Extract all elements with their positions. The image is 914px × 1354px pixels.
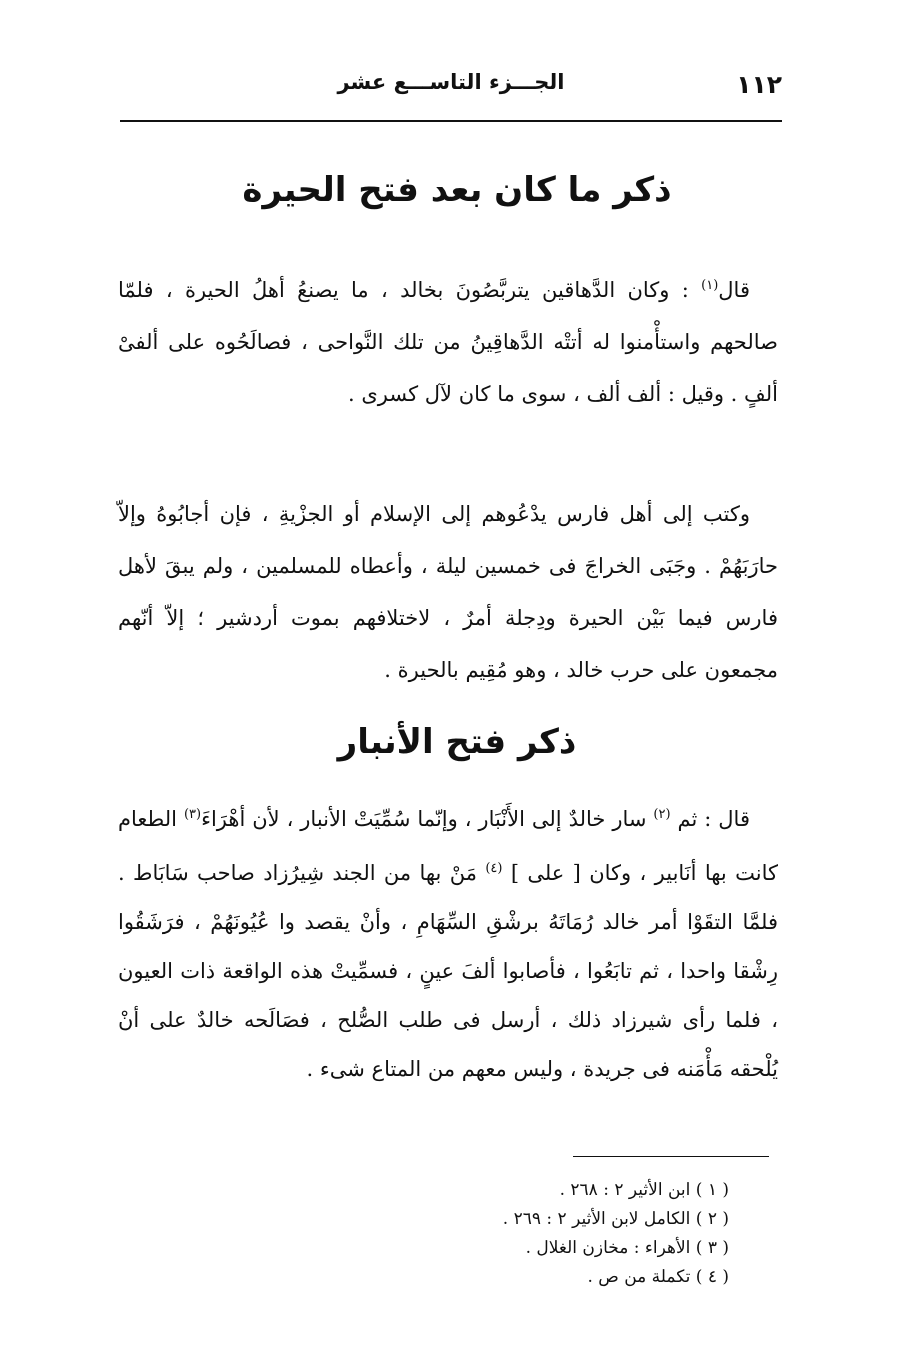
- footnote-2: ( ٢ ) الكامل لابن الأثير ٢ : ٢٦٩ .: [502, 1209, 729, 1229]
- footnote-rule: [573, 1156, 769, 1157]
- section-heading-after-hira: ذكر ما كان بعد فتح الحيرة: [242, 170, 672, 210]
- paragraph-2: وكتب إلى أهل فارس يدْعُوهم إلى الإسلام أو الجزْيةِ ، فإن أجابُوهُ وإلاّ حارَبَهُمْ . وجَبَى الخراجَ فى خمسين ليلة ، وأعطاه للمسلمين ، ولم يبقَ لأهل فارس فيما بَيْن الحيرة ودِجلة أمرٌ ، لاختلافهم بموت أردشير ؛ إلاّ أنّهم مجمعون على حرب خالد ، وهو مُقِيم بالحيرة .: [118, 502, 778, 682]
- running-title: الجـــزء التاســـع عشر: [337, 70, 565, 94]
- paragraph-3-part-1: قال : ثم: [670, 807, 750, 831]
- footnotes-list: [503, 1176, 729, 1292]
- footnote-ref-1[interactable]: (١): [701, 278, 719, 293]
- footnote-3: ( ٣ ) الأهراء : مخازن الغلال .: [525, 1238, 729, 1258]
- paragraph-1: [118, 260, 778, 420]
- footnote-4: ( ٤ ) تكملة من ص .: [587, 1267, 729, 1287]
- paragraph-3-part-4: مَنْ بها من الجند شِيرُزاد صاحب سَابَاط . فلمَّا التقَوْا أمر خالد رُمَاتَهُ برشْقِ السِّهَامِ ، وأنْ يقصد وا عُيُونَهُمْ ، فرَشَقُوا رِشْقا واحدا ، ثم تابَعُوا ، فأصابوا ألفَ عينٍ ، فسمِّيتْ هذه الواقعة ذات العيون ، فلما رأى شيرزاد ذلك ، أرسل فى طلب الصُّلح ، فصَالَحه خالدٌ على أنْ يُلْحقه مَأْمَنه فى جريدة ، وليس معهم من المتاع شىء .: [118, 861, 778, 1081]
- footnote-ref-3[interactable]: (٣): [183, 807, 202, 822]
- footnote-1: ( ١ ) ابن الأثير ٢ : ٢٦٨ .: [559, 1180, 729, 1200]
- section-heading-anbar: ذكر فتح الأنبار: [337, 722, 577, 762]
- paragraph-1-lead: قال: [718, 278, 750, 302]
- paragraph-3: [118, 790, 778, 1094]
- footnote-ref-2[interactable]: (٢): [653, 807, 671, 822]
- paragraph-1-text: : وكان الدَّهاقين يتربَّصُونَ بخالد ، ما يصنعُ أهلُ الحيرة ، فلمّا صالحهم واستأْمنوا له أتتْه الدَّهاقِينُ من تلك النَّواحى ، فصالَحُوه على ألفىْ ألفٍ . وقيل : ألف ألف ، سوى ما كان لآل كسرى .: [118, 278, 778, 406]
- running-header: [120, 66, 782, 106]
- paragraph-3-part-2: سار خالدٌ إلى الأَنْبَار ، وإنّما سُمِّيَتْ الأنبار ، لأن أهْرَاءَ: [201, 807, 654, 831]
- page-number: ١١٢: [736, 70, 782, 99]
- footnote-ref-4[interactable]: (٤): [485, 861, 503, 876]
- header-rule: [120, 120, 782, 122]
- paragraph-3-part-3: الطعام كانت بها أنَابير ، وكان [ على ]: [118, 807, 778, 885]
